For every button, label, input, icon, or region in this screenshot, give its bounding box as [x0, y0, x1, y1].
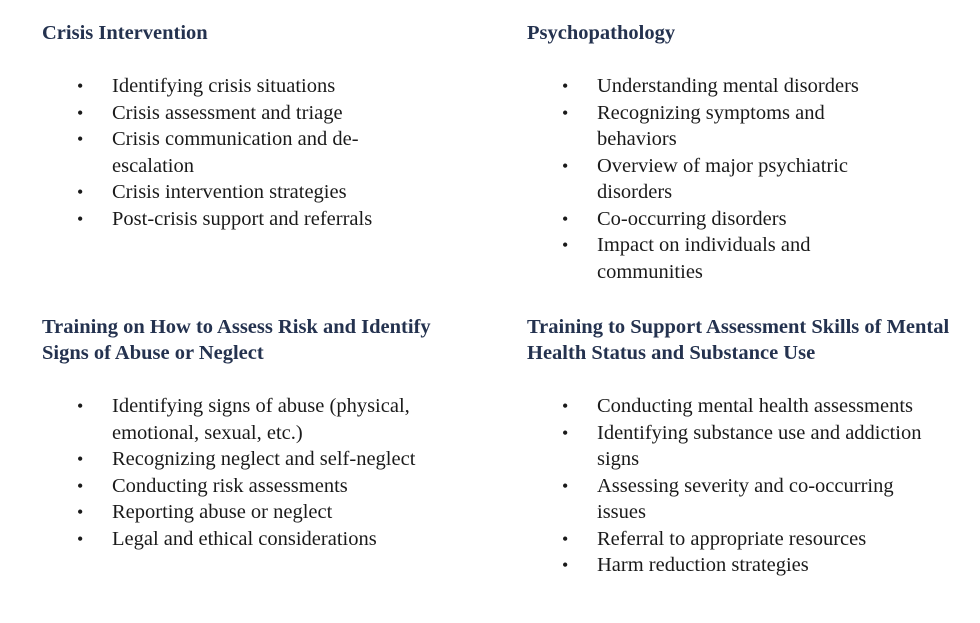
list-item	[527, 232, 887, 285]
bullet-icon: •	[77, 502, 84, 522]
bullet-icon: •	[562, 235, 569, 255]
list-item-text: Referral to appropriate resources	[597, 527, 867, 550]
list-item-text: Crisis assessment and triage	[112, 101, 343, 124]
list-item-text: Crisis intervention strategies	[112, 181, 347, 203]
list-item-text: Recognizing symptoms and behaviors	[597, 101, 825, 150]
bullet-icon: •	[562, 76, 569, 96]
list-item-text: Harm reduction strategies	[597, 554, 809, 576]
section-title: Training on How to Assess Risk and Identify Signs of Abuse or Neglect	[42, 316, 431, 364]
list-item-text: Overview of major psychiatric disorders	[597, 154, 849, 203]
bullet-list	[42, 73, 462, 232]
list-item-text: Identifying signs of abuse (physical, emotional, sexual, etc.)	[112, 395, 410, 444]
bullet-list	[527, 73, 947, 285]
list-item	[527, 153, 887, 206]
list-item	[42, 499, 492, 526]
bullet-icon: •	[562, 155, 569, 176]
bullet-icon: •	[562, 528, 569, 549]
bullet-icon: •	[77, 208, 84, 229]
list-item	[527, 473, 937, 526]
list-item	[527, 73, 887, 100]
section-psychopathology	[527, 20, 947, 285]
list-item-text: Recognizing neglect and self-neglect	[112, 448, 416, 470]
list-item	[527, 206, 887, 233]
list-item-text: Co-occurring disorders	[597, 207, 787, 230]
list-item	[42, 473, 492, 500]
list-item-text: Crisis communication and de-escalation	[112, 128, 359, 177]
list-item-text: Understanding mental disorders	[597, 75, 859, 97]
bullet-icon: •	[77, 76, 84, 96]
list-item-text: Post-crisis support and referrals	[112, 207, 373, 230]
bullet-icon: •	[77, 102, 84, 123]
list-item-text: Impact on individuals and communities	[597, 234, 811, 283]
bullet-icon: •	[77, 449, 84, 469]
list-item	[42, 73, 412, 100]
bullet-list	[42, 393, 462, 552]
list-item	[527, 393, 937, 420]
bullet-icon: •	[562, 422, 569, 443]
section-assessment-skills	[527, 314, 957, 579]
bullet-icon: •	[77, 475, 84, 496]
list-item-text: Assessing severity and co-occurring issues	[597, 474, 894, 523]
section-crisis-intervention	[42, 20, 462, 232]
bullet-icon: •	[77, 129, 84, 149]
list-item-text: Conducting mental health assessments	[597, 395, 913, 417]
list-item	[527, 420, 937, 473]
list-item	[42, 446, 492, 473]
list-item	[527, 100, 887, 153]
bullet-icon: •	[562, 396, 569, 416]
list-item	[42, 179, 412, 206]
bullet-icon: •	[562, 208, 569, 229]
list-item	[42, 206, 412, 233]
list-item-text: Identifying crisis situations	[112, 75, 336, 97]
list-item-text: Reporting abuse or neglect	[112, 501, 333, 523]
list-item	[42, 126, 412, 179]
list-item-text: Identifying substance use and addiction signs	[597, 421, 922, 470]
list-item-text: Legal and ethical considerations	[112, 527, 377, 550]
list-item	[42, 526, 492, 553]
section-title: Training to Support Assessment Skills of Mental Health Status and Substance Use	[527, 316, 950, 364]
bullet-icon: •	[77, 528, 84, 549]
section-title: Crisis Intervention	[42, 22, 208, 44]
bullet-list	[527, 393, 957, 579]
list-item-text: Conducting risk assessments	[112, 474, 348, 497]
section-title: Psychopathology	[527, 22, 676, 44]
bullet-icon: •	[77, 396, 84, 416]
list-item	[527, 552, 937, 579]
list-item	[42, 100, 412, 127]
section-risk-abuse-neglect	[42, 314, 462, 552]
bullet-icon: •	[77, 182, 84, 202]
bullet-icon: •	[562, 555, 569, 575]
list-item	[42, 393, 492, 446]
bullet-icon: •	[562, 475, 569, 496]
list-item	[527, 526, 937, 553]
bullet-icon: •	[562, 102, 569, 123]
